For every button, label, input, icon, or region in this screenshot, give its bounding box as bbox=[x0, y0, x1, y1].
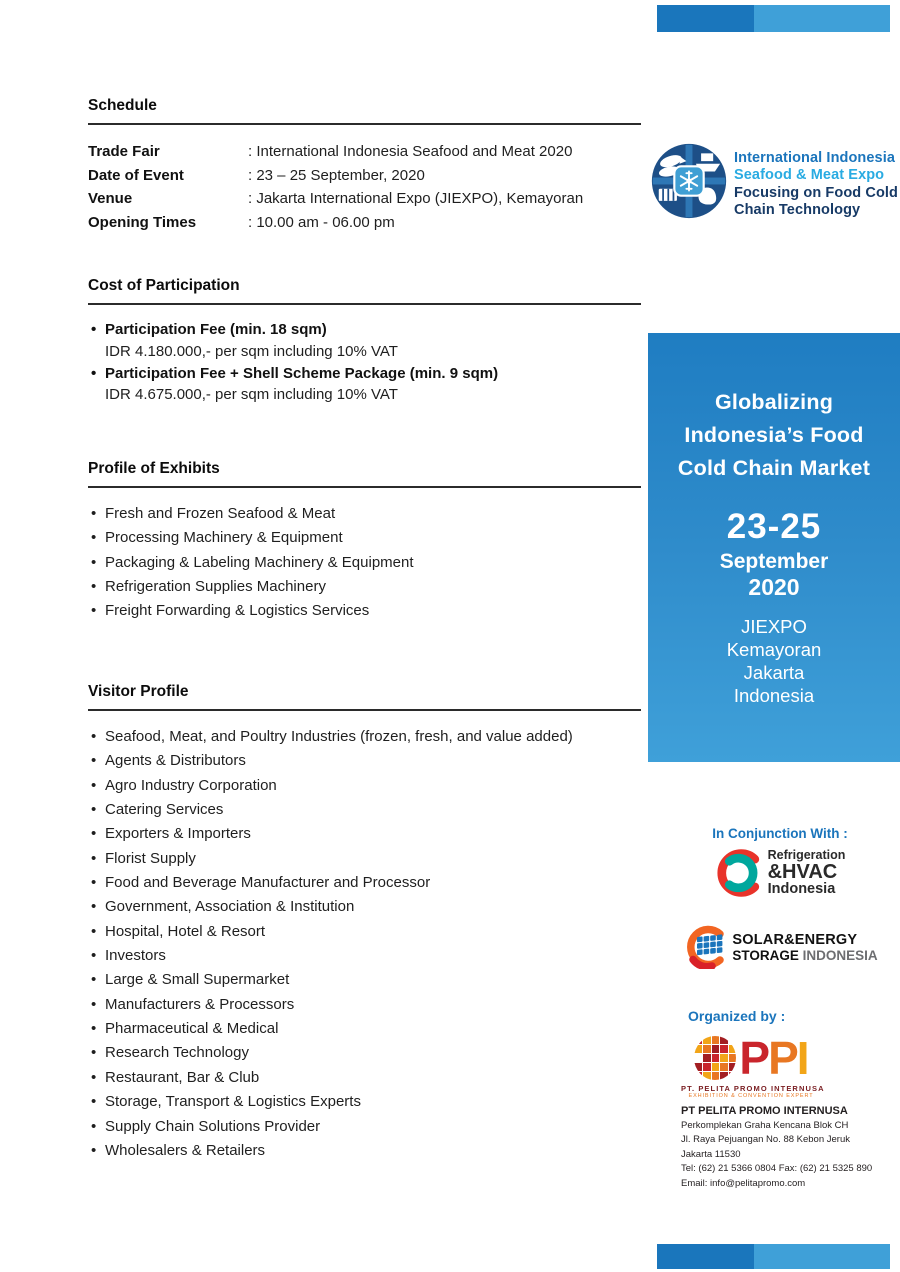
ppi-mosaic-tile bbox=[703, 1072, 711, 1080]
ppi-letter-i: I bbox=[796, 1032, 808, 1084]
ppi-mosaic-tile bbox=[729, 1072, 737, 1080]
visitors-list-item: • Supply Chain Solutions Provider bbox=[88, 1115, 641, 1139]
exhibits-list-item: • Fresh and Frozen Seafood & Meat bbox=[88, 502, 641, 526]
cost-heading: Cost of Participation bbox=[88, 277, 641, 305]
ppi-mosaic-tile bbox=[729, 1045, 737, 1053]
banner-month: September bbox=[719, 550, 829, 573]
ppi-mosaic-tile bbox=[720, 1072, 728, 1080]
ppi-mosaic-tile bbox=[712, 1063, 720, 1071]
schedule-row-value: : 23 – 25 September, 2020 bbox=[248, 166, 425, 184]
expo-logo-text bbox=[734, 143, 898, 219]
hvac-line2: &HVAC bbox=[767, 861, 838, 883]
exhibits-list bbox=[88, 502, 641, 624]
visitors-list-item: • Large & Small Supermarket bbox=[88, 968, 641, 992]
schedule-row-label: Trade Fair bbox=[88, 143, 160, 160]
banner-title-line3: Cold Chain Market bbox=[677, 456, 871, 480]
ppi-letter-p1: P bbox=[739, 1032, 769, 1084]
schedule-row-value: : 10.00 am - 06.00 pm bbox=[248, 214, 395, 232]
ppi-mosaic-tile bbox=[694, 1063, 702, 1071]
banner-title bbox=[648, 386, 900, 485]
visitors-list-item: • Storage, Transport & Logistics Experts bbox=[88, 1090, 641, 1114]
ppi-logo-row bbox=[681, 1032, 821, 1084]
schedule-row-label: Venue bbox=[88, 190, 133, 208]
visitors-list-item: • Agro Industry Corporation bbox=[88, 774, 641, 798]
ppi-mosaic-tile bbox=[703, 1063, 711, 1071]
ppi-letter-p2: P bbox=[768, 1032, 797, 1084]
ppi-logo bbox=[681, 1032, 825, 1099]
expo-logo-line3: Focusing on Food Cold bbox=[734, 184, 898, 201]
organizer-address-line3: Jakarta 11530 bbox=[681, 1148, 741, 1160]
ppi-mosaic-tile bbox=[720, 1054, 728, 1062]
ppi-mosaic-tile bbox=[729, 1054, 737, 1062]
cost-item-title: • Participation Fee (min. 18 sqm) bbox=[88, 319, 641, 341]
ppi-logo-tagline: EXHIBITION & CONVENTION EXPERT bbox=[688, 1093, 814, 1099]
visitors-list-item: • Hospital, Hotel & Resort bbox=[88, 920, 641, 944]
ppi-mosaic-tile bbox=[712, 1045, 720, 1053]
cost-section bbox=[88, 277, 641, 406]
event-banner bbox=[648, 333, 900, 762]
expo-logo-line4: Chain Technology bbox=[734, 201, 861, 218]
banner-venue-line1: JIEXPO bbox=[741, 616, 807, 637]
ppi-mosaic-tile bbox=[712, 1072, 720, 1080]
cost-items bbox=[88, 319, 641, 406]
ppi-mosaic-tile bbox=[694, 1054, 702, 1062]
organized-by-heading: Organized by : bbox=[688, 1008, 786, 1024]
top-corner-bar bbox=[657, 5, 890, 32]
visitors-list-item: • Agents & Distributors bbox=[88, 749, 641, 773]
schedule-row-value: : Jakarta International Expo (JIEXPO), Kemayoran bbox=[248, 190, 584, 208]
ppi-letters bbox=[739, 1032, 808, 1084]
solar-line2 bbox=[732, 948, 877, 963]
exhibits-list-item: • Processing Machinery & Equipment bbox=[88, 526, 641, 550]
cost-item bbox=[88, 363, 641, 407]
solar-line1: SOLAR&ENERGY bbox=[732, 931, 858, 948]
schedule-row-label: Opening Times bbox=[88, 214, 197, 232]
visitors-list-item: • Exporters & Importers bbox=[88, 822, 641, 846]
ppi-mosaic-tile bbox=[720, 1063, 728, 1071]
top-bar-light-segment bbox=[754, 5, 890, 32]
visitors-list-item: • Wholesalers & Retailers bbox=[88, 1139, 641, 1163]
schedule-heading: Schedule bbox=[88, 97, 641, 125]
ppi-mosaic-tile bbox=[703, 1054, 711, 1062]
schedule-row bbox=[88, 187, 641, 211]
hvac-logo bbox=[660, 849, 900, 897]
ppi-mosaic-tile bbox=[729, 1036, 737, 1044]
visitors-list-item: • Government, Association & Institution bbox=[88, 895, 641, 919]
visitors-section bbox=[88, 683, 641, 1163]
organizer-company: PT PELITA PROMO INTERNUSA bbox=[681, 1105, 848, 1117]
visitors-list-item: • Catering Services bbox=[88, 798, 641, 822]
solar-energy-logo bbox=[655, 925, 900, 969]
ppi-mosaic-tile bbox=[712, 1036, 720, 1044]
hvac-line3: Indonesia bbox=[767, 881, 836, 897]
ppi-mosaic-tile bbox=[720, 1045, 728, 1053]
visitors-list-item: • Manufacturers & Processors bbox=[88, 993, 641, 1017]
visitors-list-item: • Seafood, Meat, and Poultry Industries (frozen, fresh, and value added) bbox=[88, 725, 641, 749]
banner-venue-line2: Kemayoran bbox=[726, 639, 822, 660]
banner-year: 2020 bbox=[748, 574, 800, 600]
in-conjunction-heading: In Conjunction With : bbox=[712, 826, 848, 841]
bottom-bar-light-segment bbox=[754, 1244, 890, 1269]
visitors-list-item: • Investors bbox=[88, 944, 641, 968]
schedule-table bbox=[88, 140, 641, 235]
visitors-list-item: • Florist Supply bbox=[88, 847, 641, 871]
solar-logo-text bbox=[732, 932, 877, 963]
ppi-mosaic-tile bbox=[694, 1045, 702, 1053]
hvac-line1: Refrigeration bbox=[767, 848, 846, 862]
organizer-email: Email: info@pelitapromo.com bbox=[681, 1177, 806, 1189]
top-bar-dark-segment bbox=[657, 5, 754, 32]
banner-venue bbox=[648, 615, 900, 707]
organizer-address-line1: Perkomplekan Graha Kencana Blok CH bbox=[681, 1119, 849, 1131]
organizer-address-block bbox=[681, 1104, 896, 1192]
banner-venue-line4: Indonesia bbox=[733, 685, 815, 706]
cost-item-title: • Participation Fee + Shell Scheme Package (min. 9 sqm) bbox=[88, 363, 641, 385]
schedule-row-value: : International Indonesia Seafood and Meat 2020 bbox=[248, 143, 573, 160]
cost-item-detail: IDR 4.675.000,- per sqm including 10% VAT bbox=[105, 386, 398, 404]
ppi-mosaic-tile bbox=[694, 1036, 702, 1044]
schedule-row bbox=[88, 211, 641, 235]
exhibits-list-item: • Freight Forwarding & Logistics Services bbox=[88, 599, 641, 623]
expo-logo-line1: International Indonesia bbox=[734, 150, 896, 166]
ppi-mosaic-tile bbox=[703, 1036, 711, 1044]
schedule-row-label: Date of Event bbox=[88, 166, 184, 184]
bottom-bar-dark-segment bbox=[657, 1244, 754, 1269]
visitors-list-item: • Pharmaceutical & Medical bbox=[88, 1017, 641, 1041]
exhibits-heading: Profile of Exhibits bbox=[88, 460, 641, 488]
ppi-mosaic-tile bbox=[720, 1036, 728, 1044]
hvac-swirl-icon bbox=[715, 849, 763, 897]
visitors-list-item: • Food and Beverage Manufacturer and Processor bbox=[88, 871, 641, 895]
exhibits-list-item: • Packaging & Labeling Machinery & Equipment bbox=[88, 551, 641, 575]
hvac-logo-text bbox=[768, 849, 846, 897]
cost-item bbox=[88, 319, 641, 363]
visitors-list bbox=[88, 725, 641, 1163]
banner-venue-line3: Jakarta bbox=[743, 662, 805, 683]
bottom-corner-bar bbox=[657, 1244, 890, 1269]
visitors-heading: Visitor Profile bbox=[88, 683, 641, 711]
solar-line2-bold: STORAGE bbox=[732, 947, 799, 963]
ppi-mosaic-tile bbox=[694, 1072, 702, 1080]
schedule-row bbox=[88, 140, 641, 164]
banner-date-range: 23-25 bbox=[726, 507, 822, 546]
expo-logo-line2: Seafood & Meat Expo bbox=[734, 167, 885, 184]
ppi-mosaic-tile bbox=[703, 1045, 711, 1053]
ppi-mosaic-tile bbox=[729, 1063, 737, 1071]
organizer-address-line2: Jl. Raya Pejuangan No. 88 Kebon Jeruk bbox=[681, 1134, 850, 1146]
expo-globe-snowflake-icon bbox=[651, 143, 727, 219]
exhibits-section bbox=[88, 460, 641, 624]
schedule-row bbox=[88, 164, 641, 188]
ppi-mosaic-icon bbox=[694, 1036, 736, 1080]
visitors-list-item: • Research Technology bbox=[88, 1041, 641, 1065]
solar-line2-regular: INDONESIA bbox=[798, 947, 878, 963]
banner-title-line2: Indonesia’s Food bbox=[684, 423, 864, 447]
ppi-logo-name: PT. PELITA PROMO INTERNUSA bbox=[681, 1084, 825, 1093]
schedule-section bbox=[88, 97, 641, 235]
visitors-list-item: • Restaurant, Bar & Club bbox=[88, 1066, 641, 1090]
organizer-phone-fax: Tel: (62) 21 5366 0804 Fax: (62) 21 5325 890 bbox=[681, 1163, 873, 1175]
exhibits-list-item: • Refrigeration Supplies Machinery bbox=[88, 575, 641, 599]
expo-logo bbox=[651, 143, 898, 219]
cost-item-detail: IDR 4.180.000,- per sqm including 10% VAT bbox=[105, 342, 398, 360]
ppi-mosaic-tile bbox=[712, 1054, 720, 1062]
solar-panel-icon bbox=[682, 925, 726, 969]
banner-title-line1: Globalizing bbox=[714, 390, 834, 414]
